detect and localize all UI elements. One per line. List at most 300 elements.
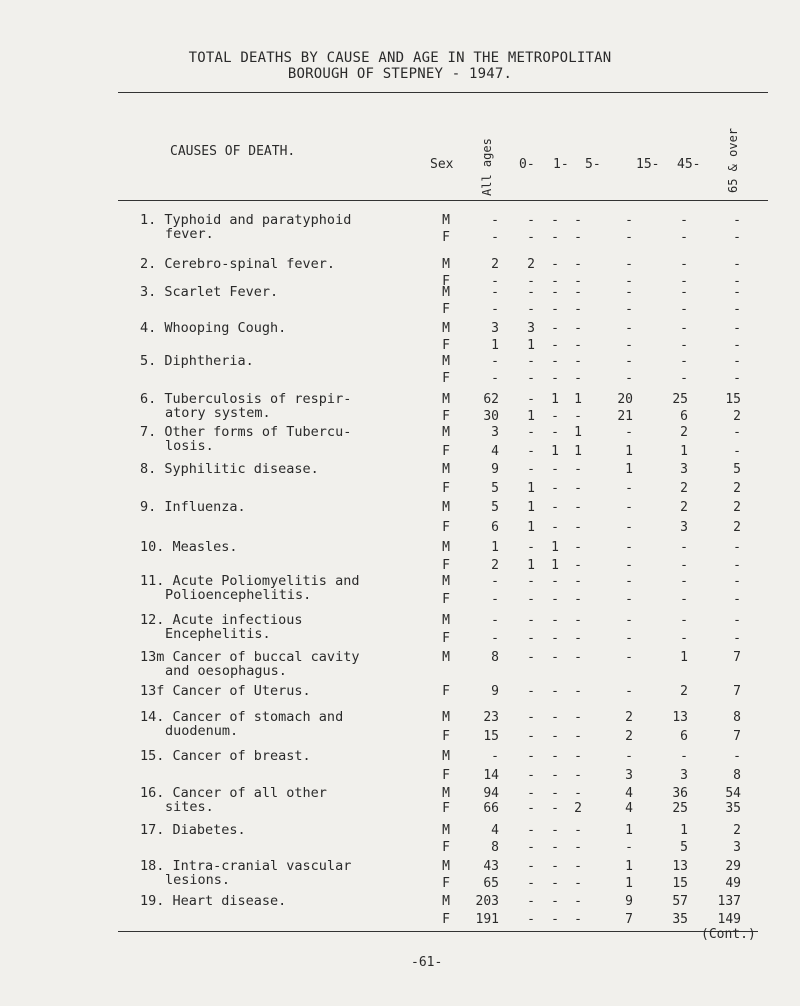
- count-cell: -: [551, 613, 559, 628]
- sex-cell: M: [442, 650, 450, 665]
- count-cell: -: [733, 285, 741, 300]
- count-cell: -: [680, 592, 688, 607]
- count-cell: 94: [483, 786, 499, 801]
- count-cell: 2: [680, 425, 688, 440]
- cause-label: 9. Influenza.: [140, 499, 246, 515]
- count-cell: -: [625, 321, 633, 336]
- header-age-65-over: 65 & over: [726, 127, 740, 193]
- count-cell: -: [680, 371, 688, 386]
- sex-cell: M: [442, 285, 450, 300]
- count-cell: -: [551, 876, 559, 891]
- count-cell: 3: [527, 321, 535, 336]
- sex-cell: F: [442, 840, 450, 855]
- count-cell: 30: [483, 409, 499, 424]
- count-cell: -: [551, 354, 559, 369]
- count-cell: -: [527, 230, 535, 245]
- count-cell: -: [551, 912, 559, 927]
- count-cell: -: [527, 823, 535, 838]
- count-cell: -: [551, 257, 559, 272]
- sex-cell: F: [442, 631, 450, 646]
- header-age-0: 0-: [519, 157, 535, 172]
- count-cell: 1: [625, 876, 633, 891]
- sex-cell: F: [442, 876, 450, 891]
- count-cell: -: [527, 392, 535, 407]
- count-cell: 137: [717, 894, 741, 909]
- cause-label: Polioencephelitis.: [165, 587, 312, 603]
- count-cell: -: [680, 540, 688, 555]
- count-cell: -: [680, 574, 688, 589]
- count-cell: -: [574, 840, 582, 855]
- count-cell: -: [625, 213, 633, 228]
- count-cell: 1: [574, 444, 582, 459]
- count-cell: -: [574, 274, 582, 289]
- count-cell: 2: [625, 729, 633, 744]
- count-cell: -: [680, 631, 688, 646]
- count-cell: -: [733, 213, 741, 228]
- count-cell: 1: [527, 338, 535, 353]
- count-cell: 1: [551, 540, 559, 555]
- count-cell: -: [574, 786, 582, 801]
- count-cell: 1: [491, 540, 499, 555]
- count-cell: -: [551, 481, 559, 496]
- count-cell: 15: [672, 876, 688, 891]
- count-cell: 9: [491, 462, 499, 477]
- count-cell: -: [491, 613, 499, 628]
- sex-cell: F: [442, 230, 450, 245]
- count-cell: -: [574, 462, 582, 477]
- sex-cell: F: [442, 302, 450, 317]
- cause-label: 10. Measles.: [140, 539, 238, 555]
- count-cell: 66: [483, 801, 499, 816]
- cause-label: losis.: [165, 438, 214, 454]
- count-cell: 5: [680, 840, 688, 855]
- sex-cell: F: [442, 801, 450, 816]
- count-cell: -: [733, 354, 741, 369]
- count-cell: -: [551, 302, 559, 317]
- count-cell: -: [680, 354, 688, 369]
- count-cell: -: [527, 425, 535, 440]
- sex-cell: M: [442, 710, 450, 725]
- count-cell: -: [551, 894, 559, 909]
- count-cell: -: [574, 876, 582, 891]
- count-cell: -: [551, 592, 559, 607]
- sex-cell: F: [442, 729, 450, 744]
- count-cell: 2: [680, 500, 688, 515]
- count-cell: 1: [680, 650, 688, 665]
- count-cell: -: [527, 859, 535, 874]
- count-cell: -: [551, 500, 559, 515]
- sex-cell: F: [442, 371, 450, 386]
- count-cell: 8: [491, 840, 499, 855]
- count-cell: -: [680, 285, 688, 300]
- count-cell: -: [574, 371, 582, 386]
- count-cell: -: [551, 574, 559, 589]
- count-cell: -: [527, 631, 535, 646]
- count-cell: -: [625, 230, 633, 245]
- count-cell: -: [551, 425, 559, 440]
- count-cell: -: [733, 274, 741, 289]
- count-cell: -: [625, 425, 633, 440]
- count-cell: 2: [625, 710, 633, 725]
- count-cell: 3: [491, 321, 499, 336]
- count-cell: -: [733, 338, 741, 353]
- count-cell: 1: [527, 500, 535, 515]
- count-cell: 5: [491, 481, 499, 496]
- count-cell: 15: [483, 729, 499, 744]
- count-cell: -: [574, 749, 582, 764]
- cause-label: duodenum.: [165, 723, 239, 739]
- count-cell: -: [491, 631, 499, 646]
- count-cell: -: [625, 302, 633, 317]
- count-cell: -: [680, 213, 688, 228]
- sex-cell: M: [442, 613, 450, 628]
- count-cell: 35: [725, 801, 741, 816]
- sex-cell: F: [442, 520, 450, 535]
- count-cell: 8: [491, 650, 499, 665]
- count-cell: 43: [483, 859, 499, 874]
- count-cell: -: [733, 592, 741, 607]
- sex-cell: M: [442, 462, 450, 477]
- count-cell: 4: [625, 801, 633, 816]
- count-cell: 1: [625, 462, 633, 477]
- count-cell: -: [527, 354, 535, 369]
- count-cell: 35: [672, 912, 688, 927]
- count-cell: 15: [725, 392, 741, 407]
- sex-cell: M: [442, 257, 450, 272]
- count-cell: 1: [680, 444, 688, 459]
- count-cell: 2: [491, 257, 499, 272]
- count-cell: 29: [725, 859, 741, 874]
- cause-label: 16. Cancer of all other: [140, 785, 327, 801]
- count-cell: -: [680, 613, 688, 628]
- cause-label: 5. Diphtheria.: [140, 353, 254, 369]
- count-cell: -: [527, 371, 535, 386]
- count-cell: -: [527, 894, 535, 909]
- count-cell: -: [527, 729, 535, 744]
- count-cell: -: [625, 274, 633, 289]
- cause-label: 17. Diabetes.: [140, 822, 246, 838]
- count-cell: 8: [733, 768, 741, 783]
- count-cell: 4: [625, 786, 633, 801]
- sex-cell: F: [442, 444, 450, 459]
- cause-label: 2. Cerebro-spinal fever.: [140, 256, 336, 272]
- count-cell: -: [527, 302, 535, 317]
- count-cell: 5: [733, 462, 741, 477]
- count-cell: -: [551, 338, 559, 353]
- sex-cell: F: [442, 338, 450, 353]
- count-cell: -: [574, 574, 582, 589]
- count-cell: -: [551, 321, 559, 336]
- count-cell: -: [574, 684, 582, 699]
- count-cell: -: [733, 540, 741, 555]
- header-age-15: 15-: [636, 157, 660, 172]
- cause-label: 18. Intra-cranial vascular: [140, 858, 352, 874]
- sex-cell: M: [442, 823, 450, 838]
- count-cell: -: [491, 574, 499, 589]
- count-cell: -: [574, 592, 582, 607]
- cause-label: 13f Cancer of Uterus.: [140, 683, 311, 699]
- count-cell: 1: [625, 823, 633, 838]
- count-cell: -: [491, 285, 499, 300]
- header-age-1: 1-: [553, 157, 569, 172]
- count-cell: 9: [491, 684, 499, 699]
- count-cell: 3: [680, 768, 688, 783]
- count-cell: -: [574, 710, 582, 725]
- count-cell: -: [551, 840, 559, 855]
- count-cell: -: [551, 801, 559, 816]
- count-cell: -: [527, 912, 535, 927]
- count-cell: 1: [551, 392, 559, 407]
- count-cell: -: [527, 749, 535, 764]
- count-cell: 3: [625, 768, 633, 783]
- count-cell: -: [574, 540, 582, 555]
- cause-label: 14. Cancer of stomach and: [140, 709, 344, 725]
- count-cell: -: [527, 710, 535, 725]
- sex-cell: F: [442, 409, 450, 424]
- count-cell: -: [574, 613, 582, 628]
- count-cell: 3: [491, 425, 499, 440]
- count-cell: -: [733, 558, 741, 573]
- cause-label: atory system.: [165, 405, 271, 421]
- count-cell: 1: [574, 392, 582, 407]
- sex-cell: M: [442, 786, 450, 801]
- count-cell: -: [527, 444, 535, 459]
- cause-label: and oesophagus.: [165, 663, 287, 679]
- cause-label: sites.: [165, 799, 214, 815]
- count-cell: 2: [491, 558, 499, 573]
- sex-cell: M: [442, 749, 450, 764]
- count-cell: -: [551, 650, 559, 665]
- count-cell: -: [574, 409, 582, 424]
- count-cell: -: [733, 444, 741, 459]
- count-cell: -: [574, 520, 582, 535]
- header-age-45: 45-: [677, 157, 701, 172]
- count-cell: -: [680, 257, 688, 272]
- count-cell: -: [551, 823, 559, 838]
- count-cell: -: [574, 338, 582, 353]
- count-cell: -: [625, 574, 633, 589]
- count-cell: -: [491, 274, 499, 289]
- header-sex: Sex: [430, 157, 454, 172]
- count-cell: 1: [574, 425, 582, 440]
- count-cell: -: [625, 749, 633, 764]
- count-cell: 3: [733, 840, 741, 855]
- count-cell: -: [551, 520, 559, 535]
- count-cell: -: [574, 558, 582, 573]
- count-cell: -: [733, 749, 741, 764]
- count-cell: -: [574, 354, 582, 369]
- count-cell: -: [574, 631, 582, 646]
- count-cell: -: [733, 613, 741, 628]
- count-cell: -: [680, 321, 688, 336]
- count-cell: 9: [625, 894, 633, 909]
- count-cell: -: [625, 371, 633, 386]
- count-cell: -: [491, 213, 499, 228]
- count-cell: -: [527, 285, 535, 300]
- count-cell: -: [574, 823, 582, 838]
- count-cell: 14: [483, 768, 499, 783]
- title-line-1: TOTAL DEATHS BY CAUSE AND AGE IN THE METROPOLITAN: [188, 50, 612, 66]
- count-cell: -: [625, 613, 633, 628]
- page-number: -61-: [411, 955, 443, 970]
- cause-label: 1. Typhoid and paratyphoid: [140, 212, 352, 228]
- header-all-ages: All ages: [480, 138, 494, 196]
- count-cell: -: [733, 302, 741, 317]
- page-title: [0, 50, 800, 82]
- continued-note: (Cont.): [701, 927, 756, 942]
- count-cell: -: [574, 500, 582, 515]
- count-cell: -: [551, 786, 559, 801]
- count-cell: 21: [617, 409, 633, 424]
- sex-cell: M: [442, 500, 450, 515]
- count-cell: -: [733, 230, 741, 245]
- count-cell: -: [625, 338, 633, 353]
- count-cell: 1: [527, 409, 535, 424]
- count-cell: 4: [491, 823, 499, 838]
- count-cell: -: [551, 409, 559, 424]
- count-cell: -: [733, 371, 741, 386]
- count-cell: -: [551, 859, 559, 874]
- count-cell: -: [491, 592, 499, 607]
- count-cell: -: [574, 650, 582, 665]
- sex-cell: F: [442, 558, 450, 573]
- count-cell: -: [551, 274, 559, 289]
- bottom-rule: [118, 931, 758, 932]
- count-cell: -: [680, 338, 688, 353]
- count-cell: -: [574, 213, 582, 228]
- count-cell: -: [680, 274, 688, 289]
- count-cell: -: [527, 462, 535, 477]
- count-cell: -: [733, 257, 741, 272]
- count-cell: -: [680, 230, 688, 245]
- cause-label: 3. Scarlet Fever.: [140, 284, 279, 300]
- sex-cell: M: [442, 894, 450, 909]
- count-cell: -: [551, 710, 559, 725]
- count-cell: 1: [551, 558, 559, 573]
- count-cell: -: [574, 230, 582, 245]
- count-cell: 4: [491, 444, 499, 459]
- count-cell: -: [551, 285, 559, 300]
- count-cell: -: [625, 285, 633, 300]
- count-cell: 7: [625, 912, 633, 927]
- count-cell: -: [551, 462, 559, 477]
- count-cell: 2: [733, 409, 741, 424]
- count-cell: 6: [491, 520, 499, 535]
- sex-cell: F: [442, 912, 450, 927]
- count-cell: -: [527, 274, 535, 289]
- sex-cell: M: [442, 392, 450, 407]
- cause-label: Encephelitis.: [165, 626, 271, 642]
- count-cell: 7: [733, 684, 741, 699]
- header-age-5: 5-: [585, 157, 601, 172]
- count-cell: 2: [733, 500, 741, 515]
- cause-label: fever.: [165, 226, 214, 242]
- count-cell: -: [574, 729, 582, 744]
- count-cell: 3: [680, 520, 688, 535]
- count-cell: -: [625, 840, 633, 855]
- sex-cell: M: [442, 859, 450, 874]
- title-line-2: BOROUGH OF STEPNEY - 1947.: [287, 66, 513, 82]
- count-cell: 2: [733, 823, 741, 838]
- count-cell: 1: [551, 444, 559, 459]
- count-cell: 57: [672, 894, 688, 909]
- count-cell: 191: [475, 912, 499, 927]
- count-cell: 149: [717, 912, 741, 927]
- count-cell: 1: [491, 338, 499, 353]
- count-cell: -: [625, 558, 633, 573]
- count-cell: 2: [733, 520, 741, 535]
- count-cell: 13: [672, 859, 688, 874]
- count-cell: 2: [733, 481, 741, 496]
- count-cell: -: [527, 650, 535, 665]
- count-cell: 2: [527, 257, 535, 272]
- count-cell: -: [574, 768, 582, 783]
- count-cell: 203: [475, 894, 499, 909]
- count-cell: -: [625, 500, 633, 515]
- count-cell: -: [527, 540, 535, 555]
- count-cell: -: [551, 749, 559, 764]
- count-cell: 1: [680, 823, 688, 838]
- count-cell: -: [680, 302, 688, 317]
- count-cell: -: [625, 684, 633, 699]
- count-cell: -: [625, 481, 633, 496]
- count-cell: 2: [680, 684, 688, 699]
- sex-cell: M: [442, 321, 450, 336]
- count-cell: -: [527, 840, 535, 855]
- count-cell: 62: [483, 392, 499, 407]
- count-cell: -: [551, 768, 559, 783]
- sex-cell: F: [442, 768, 450, 783]
- count-cell: -: [574, 302, 582, 317]
- count-cell: 8: [733, 710, 741, 725]
- sex-cell: F: [442, 684, 450, 699]
- top-rule: [118, 92, 768, 93]
- cause-label: 12. Acute infectious: [140, 612, 303, 628]
- count-cell: -: [625, 520, 633, 535]
- count-cell: -: [574, 257, 582, 272]
- count-cell: -: [625, 592, 633, 607]
- count-cell: -: [551, 631, 559, 646]
- cause-label: 19. Heart disease.: [140, 893, 287, 909]
- count-cell: -: [527, 592, 535, 607]
- sex-cell: F: [442, 481, 450, 496]
- count-cell: 5: [491, 500, 499, 515]
- cause-label: lesions.: [165, 872, 231, 888]
- count-cell: 6: [680, 729, 688, 744]
- sex-cell: M: [442, 354, 450, 369]
- cause-label: 7. Other forms of Tubercu-: [140, 424, 352, 440]
- count-cell: -: [733, 321, 741, 336]
- count-cell: 7: [733, 729, 741, 744]
- cause-label: 8. Syphilitic disease.: [140, 461, 319, 477]
- header-causes: CAUSES OF DEATH.: [170, 144, 296, 159]
- sex-cell: F: [442, 592, 450, 607]
- count-cell: -: [551, 684, 559, 699]
- count-cell: 25: [672, 801, 688, 816]
- count-cell: -: [527, 684, 535, 699]
- cause-label: 13m Cancer of buccal cavity: [140, 649, 360, 665]
- count-cell: -: [491, 302, 499, 317]
- count-cell: -: [625, 631, 633, 646]
- count-cell: -: [551, 371, 559, 386]
- sex-cell: M: [442, 213, 450, 228]
- header-rule: [118, 200, 768, 201]
- count-cell: 1: [625, 859, 633, 874]
- count-cell: -: [733, 574, 741, 589]
- count-cell: -: [574, 859, 582, 874]
- count-cell: -: [551, 729, 559, 744]
- cause-label: 15. Cancer of breast.: [140, 748, 311, 764]
